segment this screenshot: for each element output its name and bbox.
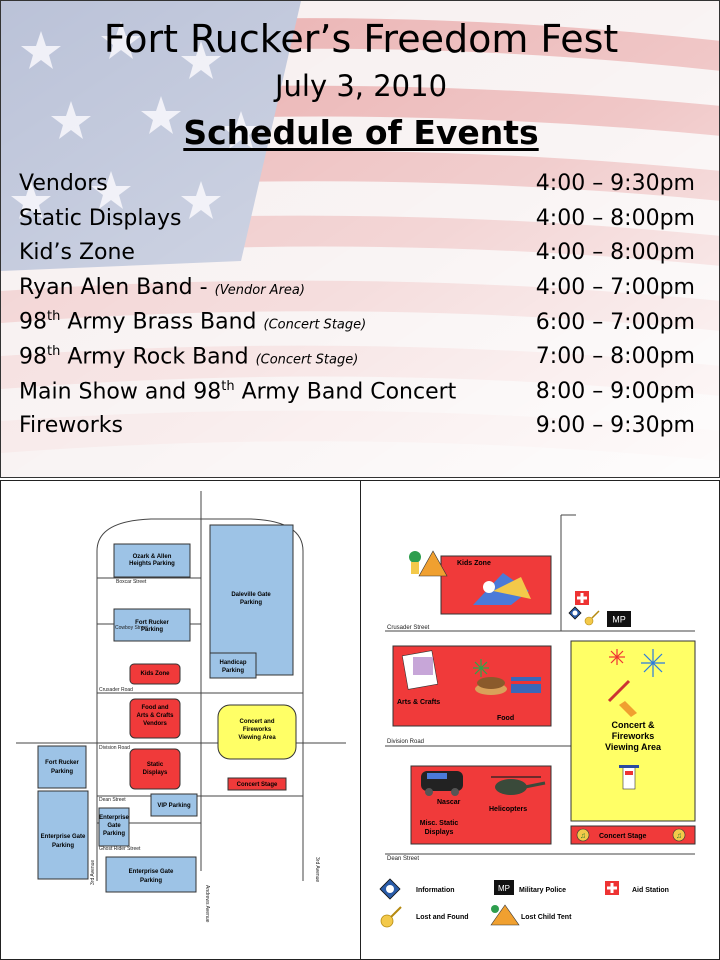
- arts-crafts-label: Arts & Crafts: [397, 699, 441, 706]
- food-label: Food: [497, 715, 515, 722]
- information-legend-icon: [380, 879, 400, 899]
- event-time: 4:00 – 8:00pm: [535, 205, 695, 231]
- crusader-road-label: Crusader Road: [99, 687, 133, 693]
- event-time: 9:00 – 9:30pm: [535, 413, 695, 439]
- information-marker-icon: [569, 607, 581, 619]
- kids-zone-label: Kids Zone: [140, 671, 170, 677]
- lost-child-tent-legend-icon: [491, 905, 519, 925]
- lost-and-found-legend-label: Lost and Found: [416, 914, 469, 921]
- event-time: 7:00 – 8:00pm: [535, 344, 695, 370]
- schedule-row: [19, 275, 695, 310]
- division-road-label: Division Road: [99, 745, 130, 751]
- enterprise-gate-parking-label: Enterprise Gate Parking: [40, 834, 86, 849]
- event-name: Fireworks: [19, 413, 123, 439]
- schedule-row: [19, 413, 695, 448]
- boxcar-street-label: Boxcar Street: [116, 579, 147, 585]
- schedule-row: [19, 344, 695, 379]
- event-area-map: [361, 481, 720, 960]
- svg-text:♫: ♫: [676, 831, 682, 840]
- military-police-legend-label: Military Police: [519, 887, 567, 894]
- event-location: (Vendor Area): [214, 282, 305, 298]
- andrews-avenue-label: Andrews Avenue: [204, 885, 210, 923]
- music-note-icon: [673, 829, 685, 841]
- ozark-parking-label: Ozark & Allen Heights Parking: [129, 554, 175, 567]
- flyer-title: Fort Rucker’s Freedom Fest: [103, 17, 619, 61]
- vip-parking-label: VIP Parking: [157, 803, 191, 809]
- arts-crafts-picture: [402, 651, 437, 690]
- schedule-flyer: [0, 0, 720, 478]
- avenue-label: 3rd Avenue: [90, 859, 96, 885]
- fort-rucker-parking-label: Fort Rucker Parking: [135, 620, 169, 633]
- helicopters-label: Helicopters: [489, 806, 528, 813]
- event-time: 4:00 – 8:00pm: [535, 240, 695, 266]
- aid-station-legend-label: Aid Station: [632, 887, 669, 894]
- event-location: (Concert Stage): [263, 317, 367, 333]
- event-name: Ryan Alen Band - (Vendor Area): [19, 274, 305, 300]
- misc-static-displays-label: Misc. Static Displays: [419, 820, 459, 836]
- schedule-heading: Schedule of Events: [183, 113, 539, 152]
- aid-station-marker-icon: [575, 591, 589, 605]
- lost-and-found-marker-icon: [585, 611, 599, 625]
- concert-area-label: Concert and Fireworks Viewing Area: [238, 719, 276, 741]
- schedule-row: [19, 309, 695, 344]
- event-time: 8:00 – 9:00pm: [535, 378, 695, 404]
- cowboy-street-label: Cowboy Street: [115, 625, 148, 631]
- event-name: Kid’s Zone: [19, 240, 135, 266]
- nascar-label: Nascar: [437, 799, 461, 806]
- event-area-map-panel: [360, 480, 720, 960]
- music-note-icon: [577, 829, 589, 841]
- division-road-label: Division Road: [387, 739, 425, 745]
- svg-text:MP: MP: [612, 614, 626, 625]
- ghost-rider-street-label: Ghost Rider Street: [99, 846, 141, 852]
- static-displays-label: Static Displays: [142, 762, 168, 776]
- daleville-parking-label: Daleville Gate Parking: [231, 592, 271, 606]
- information-legend-label: Information: [416, 887, 455, 894]
- fort-rucker-parking-2-label: Fort Rucker Parking: [45, 760, 79, 775]
- concert-area-label: Concert & Fireworks Viewing Area: [604, 720, 662, 752]
- dean-street-label: Dean Street: [99, 797, 126, 803]
- enterprise-bottom-label: Enterprise Gate Parking: [128, 869, 174, 884]
- map-legend: [380, 879, 669, 927]
- event-time: 6:00 – 7:00pm: [535, 309, 695, 335]
- kids-zone-label: Kids Zone: [457, 560, 491, 567]
- event-name: 98th Army Brass Band (Concert Stage): [19, 309, 367, 335]
- event-name: Static Displays: [19, 205, 182, 231]
- lost-child-tent-legend-label: Lost Child Tent: [521, 914, 572, 921]
- lost-and-found-legend-icon: [381, 907, 401, 927]
- crusader-street-label: Crusader Street: [387, 625, 430, 631]
- concert-stage-label: Concert Stage: [236, 782, 278, 788]
- schedule-list: [19, 171, 695, 448]
- enterprise-small-label: Enterprise Gate Parking: [99, 815, 129, 837]
- military-police-marker-icon: [607, 611, 631, 627]
- avenue-label: 3rd Avenue: [314, 857, 320, 883]
- food-vendors-label: Food and Arts & Crafts Vendors: [136, 705, 174, 727]
- event-time: 4:00 – 9:30pm: [535, 171, 695, 196]
- event-name: 98th Army Rock Band (Concert Stage): [19, 343, 359, 370]
- parking-map-panel: [0, 480, 361, 960]
- schedule-row: [19, 171, 695, 206]
- parking-map: [1, 481, 361, 960]
- schedule-row: [19, 206, 695, 241]
- handicap-parking-label: Handicap Parking: [219, 660, 247, 674]
- event-name: Main Show and 98th Army Band Concert: [19, 378, 457, 404]
- event-date: July 3, 2010: [274, 69, 448, 103]
- schedule-row: [19, 240, 695, 275]
- svg-text:MP: MP: [498, 884, 510, 893]
- schedule-row: [19, 379, 695, 414]
- dean-street-label: Dean Street: [387, 856, 420, 862]
- aid-station-legend-icon: [605, 881, 619, 895]
- event-location: (Concert Stage): [255, 352, 359, 368]
- event-time: 4:00 – 7:00pm: [535, 274, 695, 300]
- military-police-legend-icon: [494, 880, 514, 895]
- concert-stage-label: Concert Stage: [599, 833, 647, 840]
- event-name: Vendors: [19, 171, 108, 196]
- svg-text:♫: ♫: [580, 831, 586, 840]
